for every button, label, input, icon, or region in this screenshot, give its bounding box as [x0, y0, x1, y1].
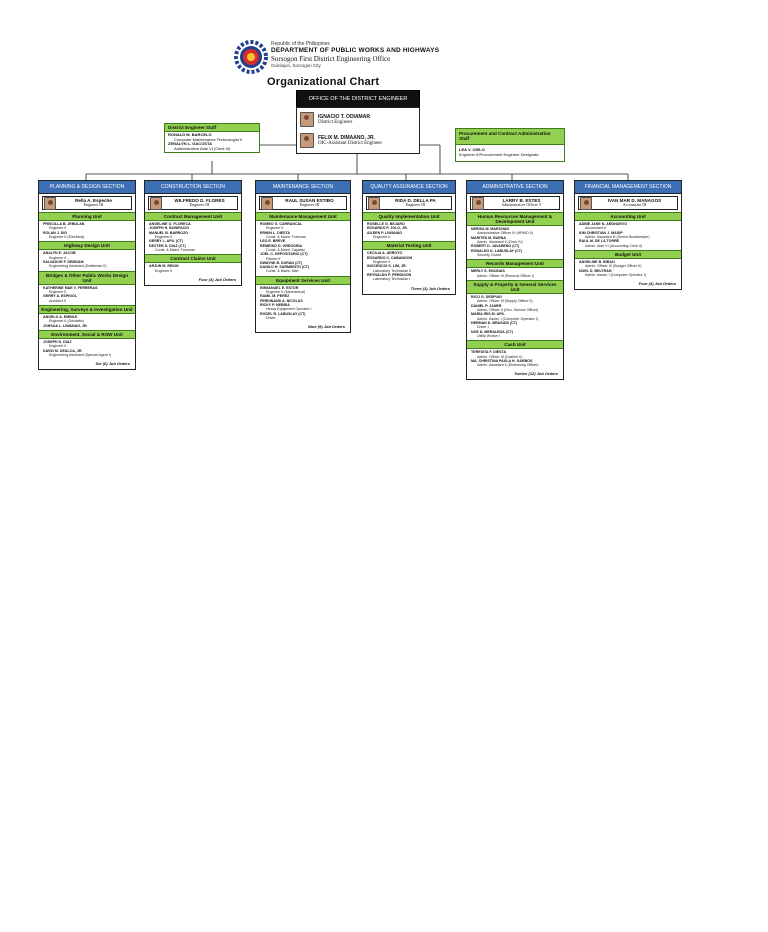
- staff-header: District Engineer Staff: [165, 124, 259, 132]
- unit-members: [39, 285, 135, 305]
- portrait-icon: [472, 197, 484, 210]
- chief-name: Rella A. Espeche: [75, 197, 112, 203]
- member-name: SALVADOR F. DEMDAM: [43, 259, 84, 264]
- section-chief: [578, 196, 678, 210]
- section-chief: [42, 196, 132, 210]
- section-chief: [470, 196, 560, 210]
- member-name: PRISCILLA B. JEBULAN: [43, 222, 85, 227]
- unit-header: Maintenance Management Unit: [256, 212, 350, 221]
- person-title: District Engineer: [318, 119, 353, 125]
- member-title: Heavy Equipment Operator I: [266, 307, 312, 312]
- unit-header: Budget Unit: [575, 250, 681, 259]
- unit-members: [39, 221, 135, 241]
- member-name: LEO E. BREVE: [260, 239, 286, 244]
- unit-header: Highway Design Unit: [39, 241, 135, 250]
- person-name: FELIX M. DIMAANO, JR.: [318, 134, 375, 141]
- member-name: AILEEN P. LIWANAG: [367, 230, 403, 235]
- member-title: Driver I: [477, 325, 489, 330]
- member-name: MARIA IRIS M. APIL: [471, 312, 505, 317]
- member-name: NOE D. MERALEDA (CT): [471, 329, 513, 334]
- section-administrative: [466, 180, 564, 380]
- member-name: KIM CHRISTIAN J. MASIP: [579, 230, 623, 235]
- member-title: Security Guard: [477, 252, 501, 257]
- section-header: MAINTENANCE SECTION: [256, 181, 350, 194]
- member-name: JOHSUA L. LIWANAG, JR.: [43, 323, 88, 328]
- chief-name: RIDA D. DELLA PA: [395, 197, 436, 203]
- department-line: DEPARTMENT OF PUBLIC WORKS AND HIGHWAYS: [271, 47, 440, 54]
- unit-members: [256, 221, 350, 276]
- section-planning-design: [38, 180, 136, 370]
- unit-members: [467, 226, 563, 259]
- district-office-box: [296, 107, 420, 154]
- staff-title: Computer Maintenance Technologist II: [174, 136, 243, 142]
- member-name: CECILIA A. ARROYO: [367, 251, 403, 256]
- section-header: CONSTRUCTION SECTION: [145, 181, 241, 194]
- unit-header: Supply & Property & General Services Unit: [467, 280, 563, 294]
- member-title: Engineering Assistant (Special Agent I): [49, 352, 111, 357]
- staff-body: [165, 132, 259, 152]
- member-title: Admin. Officer II (Gen. Service Officer): [477, 307, 539, 312]
- member-name: ROMEO G. CARRANCAL: [260, 222, 303, 227]
- unit-members: [467, 268, 563, 280]
- member-name: KATHERINE MAE V. FERRERAS: [43, 285, 98, 290]
- unit-members: [145, 263, 241, 275]
- member-name: RICKY P. NEBRIA: [260, 303, 290, 308]
- member-name: ADBIE JANE N. AÑONUEVO: [579, 222, 627, 227]
- member-title: Admin. Assist. I (Computer Operator I): [477, 316, 538, 321]
- member-name: REMEGIO D. GREGORIA: [260, 243, 303, 248]
- procurement-header: Procurement and Contract Administration Staff: [456, 129, 564, 145]
- member-title: Painter II: [266, 256, 281, 261]
- member-name: ANGELO A. EMBILE: [43, 314, 78, 319]
- portrait-icon: [580, 197, 592, 210]
- section-header: ADMINISTRATIVE SECTION: [467, 181, 563, 194]
- section-chief: [259, 196, 347, 210]
- member-name: HERMAN D. BRAGAIS (CT): [471, 320, 518, 325]
- member-title: Laboratory Technician I: [373, 277, 411, 282]
- district-office-header: OFFICE OF THE DISTRICT ENGINEER: [296, 90, 420, 108]
- section-header: PLANNING & DESIGN SECTION: [39, 181, 135, 194]
- member-title: Engineer II: [49, 290, 67, 294]
- unit-header: Engineering, Surveys & Investigation Unit: [39, 305, 135, 314]
- member-name: GERRY A. ESPIGOL: [43, 294, 78, 299]
- member-name: EDGARDO C. CABANGON: [367, 255, 413, 260]
- member-title: Engineer II (Electrical): [49, 234, 85, 239]
- unit-members: [467, 294, 563, 340]
- unit-header: Material Testing Unit: [363, 241, 455, 250]
- unit-members: [575, 221, 681, 250]
- person-title: OIC-Assistant District Engineer: [318, 140, 383, 146]
- job-orders-note: Four (4) Job Orders: [198, 276, 236, 282]
- section-financial-management: [574, 180, 682, 290]
- unit-header: Contract Claims Unit: [145, 254, 241, 263]
- member-name: NERISA M. MARCHAN: [471, 227, 509, 232]
- member-title: Admin. Assist. I (Computer Operator I): [585, 272, 646, 277]
- portrait-icon: [261, 197, 273, 210]
- member-name: MA. CHRISTINA PAULA H. GARBOS: [471, 358, 533, 363]
- job-orders-note: Four (4) Job Orders: [638, 281, 676, 287]
- member-name: DWAYNE B. DURAN (CT): [260, 260, 303, 265]
- member-title: Engineer II: [373, 234, 391, 239]
- member-title: Administrative Officer IV (HRMO II): [477, 231, 533, 236]
- republic-line: Republic of the Philippines: [271, 41, 330, 47]
- member-name: DANIEL P. JANER: [471, 303, 502, 308]
- portrait-icon: [150, 197, 162, 210]
- member-title: Admin. Officer III (Cashier II): [477, 354, 523, 359]
- chief-title: Engineer III: [405, 202, 426, 208]
- district-engineer: [300, 112, 370, 127]
- member-title: Engineer II: [155, 234, 173, 239]
- member-name: DEXTER D. DIAZ (CT): [149, 243, 186, 248]
- member-title: Engineer II (Mechanical): [266, 290, 305, 295]
- chief-name: RAUL SUSAN ESTIBO: [285, 197, 334, 203]
- chief-name: WILFREDO D. FLORES: [174, 197, 225, 203]
- staff-title: Administrative Aide VI (Clerk III): [174, 145, 231, 151]
- staff-name: LEA V. CIELO: [459, 147, 485, 153]
- unit-header: Contract Management Unit: [145, 212, 241, 221]
- chief-name: IVAN MAR D. MANAGOS: [607, 197, 662, 203]
- unit-header: Records Management Unit: [467, 259, 563, 268]
- member-name: ARJUN M. REKIN: [149, 264, 179, 269]
- member-name: JOSEPH D. DIAZ: [43, 339, 72, 344]
- member-title: Engineer II (Geodetic): [49, 319, 85, 324]
- member-name: RAMIL M. PEREZ: [260, 294, 290, 299]
- section-construction: [144, 180, 242, 286]
- member-name: ANALYN E. JACOB: [43, 251, 76, 256]
- unit-members: [39, 339, 135, 359]
- chief-title: Engineer III: [189, 202, 210, 208]
- member-title: Admin. Officer IV (Budget Officer II): [585, 264, 642, 269]
- section-maintenance: [255, 180, 351, 333]
- member-title: Admin. Officer III (Supply Officer II): [477, 299, 533, 304]
- member-title: Admin. Assistant III (Senior Bookkeeper): [585, 234, 650, 239]
- member-title: Engineer II: [49, 226, 67, 231]
- member-title: Architect II: [49, 298, 66, 303]
- portrait-icon: [300, 112, 314, 127]
- member-title: Engineer II: [49, 344, 67, 349]
- unit-header: Quality Implementation Unit: [363, 212, 455, 221]
- member-name: MARITES M. BUENA: [471, 235, 506, 240]
- procurement-staff-box: [455, 128, 565, 162]
- unit-header: Bridges & Other Public Works Design Unit: [39, 271, 135, 285]
- unit-header: Equipment Services Unit: [256, 276, 350, 285]
- job-orders-note: Three (3) Job Orders: [410, 285, 450, 291]
- unit-members: [363, 250, 455, 283]
- member-title: Engineering Assistant (Draftsman II): [49, 264, 107, 269]
- unit-members: [39, 250, 135, 270]
- procurement-body: [456, 145, 564, 161]
- chief-title: Engineer III: [83, 202, 104, 208]
- member-title: Const. & Maint. Foreman: [266, 234, 306, 239]
- member-title: Engineer II: [373, 259, 391, 264]
- member-name: RAUL M. DE LA TORRE: [579, 239, 620, 244]
- assistant-district-engineer: [300, 133, 382, 148]
- unit-members: [575, 259, 681, 279]
- chief-title: Accountant III: [622, 202, 647, 208]
- member-name: NOEL D. BELTRAN: [579, 268, 612, 273]
- unit-members: [363, 221, 455, 241]
- chief-title: Administrative Officer V: [501, 202, 542, 208]
- staff-title: Engineer II/Procurement Engineer Designate: [459, 151, 539, 157]
- member-name: TERESITA F. DIESTA: [471, 350, 507, 355]
- member-name: DANILO H. SARMIENTO (CT): [260, 265, 310, 270]
- member-title: Engineer II: [266, 226, 284, 231]
- section-chief: [366, 196, 452, 210]
- chief-name: LARRY B. ESTES: [502, 197, 541, 203]
- member-name: FERDINAND A. NICOLAS: [260, 298, 303, 303]
- address-line: Guinlajon, Sorsogon City: [271, 62, 321, 68]
- person-name: IGNACIO T. ODIAMAR: [318, 113, 370, 120]
- member-title: Engineer II: [49, 255, 67, 260]
- member-name: JOSEPH H. BONIFACIO: [149, 226, 190, 231]
- unit-members: [39, 314, 135, 330]
- unit-header: Accounting Unit: [575, 212, 681, 221]
- member-name: GERRY L. APIL (CT): [149, 239, 183, 244]
- job-orders-note: Twelve (12) Job Orders: [514, 371, 558, 377]
- unit-header: Human Resources Management & Development Unit: [467, 212, 563, 226]
- member-name: ANGELINE O. FLORECA: [149, 222, 191, 227]
- member-name: EDGARDO P. JOLO, JR.: [367, 226, 408, 231]
- member-name: REYNALDO P. PERDIGON: [367, 272, 412, 277]
- member-title: Utility Worker I: [477, 333, 501, 338]
- member-name: RONALDO K. LABUSLAY (CT): [471, 248, 523, 253]
- staff-name: ZENALYN L. GACOSTA: [168, 141, 213, 147]
- member-title: Const. & Maint. Man: [266, 269, 299, 274]
- member-name: ROBERT D. JAVARENO (CT): [471, 244, 520, 249]
- district-engineer-staff-box: [164, 123, 260, 153]
- member-name: MERLY S. ENCINAS: [471, 269, 505, 274]
- member-title: Admin. Aide VI (Accounting Clerk II): [585, 243, 643, 248]
- member-name: JOEL C. DEPOSITARIO (CT): [260, 252, 308, 257]
- unit-header: Planning Unit: [39, 212, 135, 221]
- member-title: Admin. Assistant II (Disbursing Officer): [477, 363, 539, 368]
- member-name: EMMANUEL E. ESTOR: [260, 285, 299, 290]
- portrait-icon: [368, 197, 380, 210]
- unit-members: [145, 221, 241, 254]
- member-title: Const. & Maint. Foreman: [155, 247, 195, 252]
- member-name: ROSELLE G. BEJARO: [367, 222, 405, 227]
- member-title: Accountant II: [585, 226, 606, 231]
- member-name: DAVID M. DEALCA, JR.: [43, 348, 83, 353]
- page-title: Organizational Chart: [267, 76, 380, 88]
- section-quality-assurance: [362, 180, 456, 295]
- member-title: Admin. Officer III (Records Officer I): [477, 273, 534, 278]
- portrait-icon: [300, 133, 314, 148]
- job-orders-note: Nine (9) Job Orders: [307, 324, 345, 330]
- member-title: Const. & Maint. Capataz: [266, 247, 305, 252]
- chief-title: Engineer III: [299, 202, 320, 208]
- member-name: RICO G. DESPUIG: [471, 295, 502, 300]
- member-name: RODEL R. LABUSLAY (CT): [260, 311, 306, 316]
- member-name: ERWIN L. DIESTA: [260, 230, 291, 235]
- office-line: Sorsogon First District Engineering Office: [271, 54, 391, 63]
- member-name: INOCENCIO S. LIM, JR.: [367, 264, 407, 269]
- unit-members: [256, 285, 350, 323]
- job-orders-note: Six (6) Job Orders: [95, 361, 130, 367]
- section-header: QUALITY ASSURANCE SECTION: [363, 181, 455, 194]
- member-title: Driver: [266, 316, 276, 321]
- member-name: ROLAN J. DIO: [43, 230, 68, 235]
- unit-header: Environment, Social & ROW Unit: [39, 330, 135, 339]
- staff-name: RONALD M. BARCELO: [168, 132, 212, 138]
- portrait-icon: [44, 197, 56, 210]
- unit-header: Cash Unit: [467, 340, 563, 349]
- member-title: Laboratory Technician II: [373, 268, 412, 273]
- member-name: MANUEL B. BARROZO: [149, 230, 189, 235]
- section-header: FINANCIAL MANAGEMENT SECTION: [575, 181, 681, 194]
- member-name: ANGELINE B. BIRAO: [579, 259, 615, 264]
- section-chief: [148, 196, 238, 210]
- unit-members: [467, 349, 563, 369]
- member-title: Admin. Assistant II (Clerk IV): [477, 240, 523, 245]
- member-title: Engineer II: [155, 268, 173, 273]
